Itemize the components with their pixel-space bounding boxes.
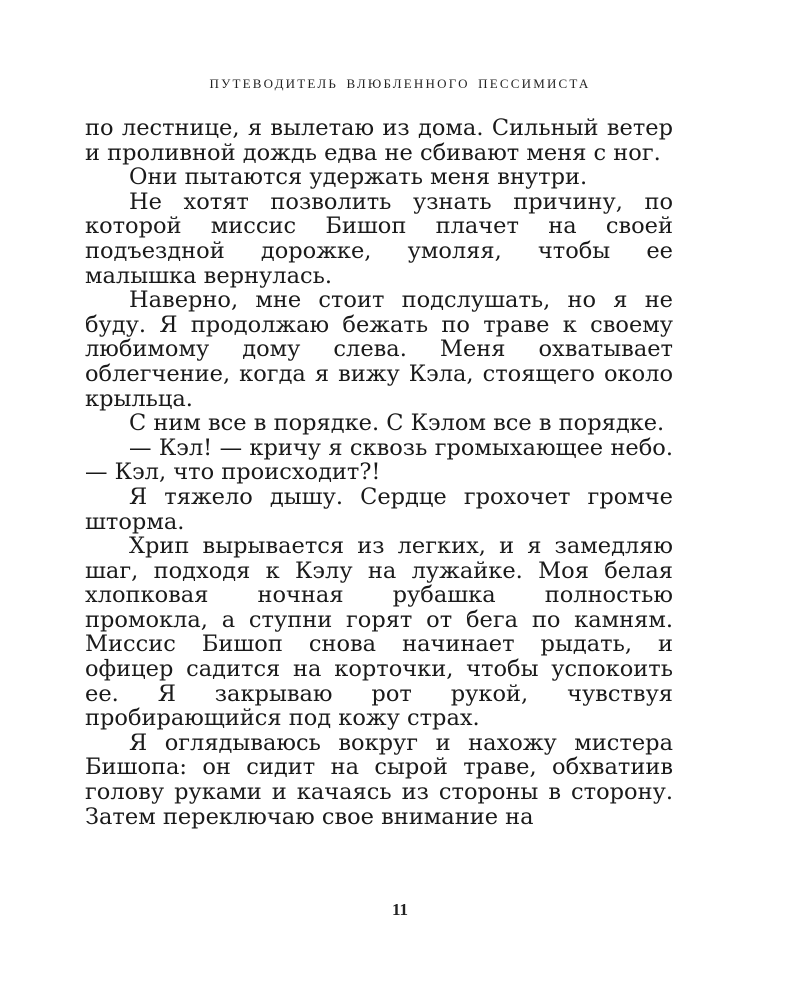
paragraph-4: Наверно, мне стоит подслушать, но я не буду. Я продолжаю бежать по траве к своему любимому дому слева. Меня охватывает облегчение, когда я вижу Кэла, стоящего около крыльца. bbox=[85, 287, 673, 412]
paragraph-8: Хрип вырывается из легких, и я замедляю шаг, подходя к Кэлу на лужайке. Моя белая хлопковая ночная рубашка полностью промокла, а ступни горят от бега по камням. Миссис Бишоп снова начинает рыдать, и офицер садится на корточки, чтобы успокоить ее. Я закрываю рот рукой, чувствуя пробирающийся под кожу страх. bbox=[85, 533, 673, 732]
running-head: ПУТЕВОДИТЕЛЬ ВЛЮБЛЕННОГО ПЕССИМИСТА bbox=[209, 76, 591, 91]
paragraph-2: Они пытаются удержать меня внутри. bbox=[129, 164, 588, 191]
paragraph-7: Я тяжело дышу. Сердце грохочет громче шторма. bbox=[85, 483, 673, 535]
paragraph-9: Я оглядываюсь вокруг и нахожу мистера Бишопа: он сидит на сырой траве, обхватиив голову руками и качаясь из стороны в сторону. Затем переключаю свое внимание на bbox=[85, 729, 673, 830]
paragraph-1: по лестнице, я вылетаю из дома. Сильный ветер и проливной дождь едва не сбивают меня с ног. bbox=[85, 115, 673, 166]
paragraph-6: — Кэл! — кричу я сквозь громыхающее небо. — Кэл, что происходит?! bbox=[85, 434, 673, 486]
paragraph-5: С ним все в порядке. С Кэлом все в порядке. bbox=[129, 410, 665, 437]
paragraph-3: Не хотят позволить узнать причину, по которой миссис Бишоп плачет на своей подъездной дорожке, умоляя, чтобы ее малышка вернулась. bbox=[85, 188, 673, 289]
page-number: 11 bbox=[391, 900, 409, 919]
body-text bbox=[85, 116, 673, 829]
